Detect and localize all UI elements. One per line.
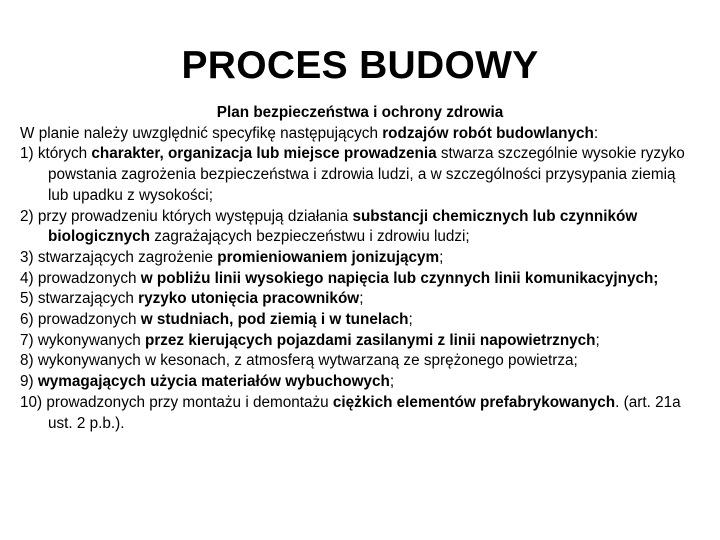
item-bold: substancji chemicznych lub czynników biologicznych [48,207,638,246]
item-bold: ciężkich elementów prefabrykowanych [332,393,616,411]
item-tail: ; [359,290,364,308]
item-bold: w pobliżu linii wysokiego napięcia lub czynnych linii komunikacyjnych; [140,269,659,287]
list-item-9 [20,372,700,393]
list-item-2 [20,207,700,248]
list-item-10 [20,393,700,434]
slide-subtitle: Plan bezpieczeństwa i ochrony zdrowia [216,104,504,121]
item-text: 9) [20,373,38,391]
item-bold: w studniach, pod ziemią i w tunelach [140,311,409,329]
item-text: 7) wykonywanych [20,331,145,349]
item-tail: ; [439,248,444,266]
item-text: 1) których [20,145,92,163]
list-item-6 [20,310,700,331]
list-item-5 [20,289,700,310]
item-tail: ; [595,331,600,349]
item-bold: wymagających użycia materiałów wybuchowych [37,373,390,391]
intro-tail: : [593,124,599,142]
list-item-3 [20,248,700,269]
item-text: 4) prowadzonych [20,269,141,287]
item-text: 10) prowadzonych przy montażu i demontażu [20,393,333,411]
item-bold: ryzyko utonięcia pracowników [138,290,360,308]
item-tail: zagrażających bezpieczeństwu i zdrowiu ludzi; [149,228,470,246]
item-tail: ; [389,373,395,391]
intro-text: W planie należy uwzględnić specyfikę następujących [20,124,383,142]
item-tail: ; [408,311,413,329]
item-bold: przez kierujących pojazdami zasilanymi z linii napowietrznych [144,331,596,349]
slide-body [20,103,700,434]
item-bold: charakter, organizacja lub miejsce prowadzenia [91,145,437,163]
item-bold: promieniowaniem jonizującym [217,248,440,266]
item-text: 2) przy prowadzeniu których występują działania [20,207,353,225]
item-text: 6) prowadzonych [20,311,141,329]
list-item-4 [20,269,700,290]
slide-title: PROCES BUDOWY [181,44,539,87]
list-item-8 [20,351,700,372]
item-tail: . (art. 21a ust. 2 p.b.). [48,393,681,432]
item-text: 8) wykonywanych w kesonach, z atmosferą wytwarzaną ze sprężonego powietrza; [20,352,578,370]
intro-paragraph [20,124,700,145]
intro-bold: rodzajów robót budowlanych [382,124,594,142]
item-tail: stwarza szczególnie wysokie ryzyko powstania zagrożenia bezpieczeństwa i zdrowia ludzi, a w szczególności przysypania ziemią lub upadku z wysokości; [48,145,685,204]
list-item-7 [20,331,700,352]
list-item-1 [20,144,700,206]
item-text: 5) stwarzających [20,290,139,308]
item-text: 3) stwarzających zagrożenie [20,248,218,266]
